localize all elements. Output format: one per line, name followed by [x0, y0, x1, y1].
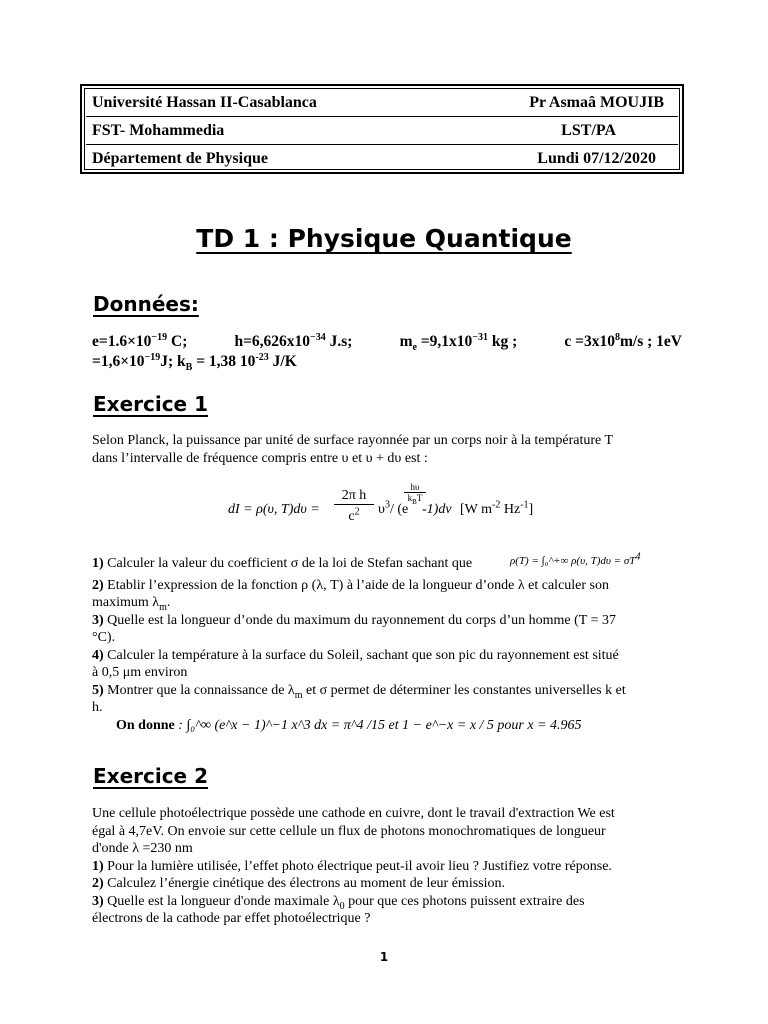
header-divider	[86, 144, 678, 145]
formula-rest: $\upsilon^3/$ (e	[378, 499, 409, 517]
exponent-fraction: hυ $k_BT$	[404, 482, 426, 503]
constants-line-2: $=1,6\times 10^{-19}J$; $k_B = 1,38$ $10^{-23}$ J/K	[92, 351, 297, 374]
constants-paragraph	[92, 332, 682, 372]
ex1-q1: 1) Calculer la valeur du coefficient σ de la loi de Stefan sachant que ρ(T) = ∫₀^+∞ ρ(υ, $T)d\upsilon = \sigma T^4$	[92, 551, 641, 571]
exercice-1-heading: Exercice 1	[93, 392, 208, 416]
ex2-q3: 3) Quelle est la longueur d'onde maximale $\lambda_0$ pour que ces photons puissent extraire des électrons de la cathode par effet photoélectrique ?	[92, 893, 585, 926]
ex2-q2: 2) Calculez l’énergie cinétique des électrons au moment de leur émission.	[92, 876, 505, 891]
header-row-1	[92, 89, 672, 117]
ex1-intro-line-2: dans l’intervalle de fréquence compris entre υ et υ + dυ est :	[92, 450, 428, 466]
page-title: TD 1 : Physique Quantique	[196, 224, 572, 253]
department-name: Département de Physique	[92, 150, 268, 167]
header-divider	[86, 116, 678, 117]
planck-formula	[228, 482, 628, 548]
formula-unit: [W $m^{-2}$ $Hz^{-1}$]	[460, 499, 534, 517]
fraction-numerator: 2π h	[334, 488, 374, 505]
ex1-q5: 5) Montrer que la connaissance de $\lambda_m$ et σ permet de déterminer les constantes universelles k et h.	[92, 682, 626, 715]
ex1-q2: 2) Etablir l’expression de la fonction ρ (λ, T) à l’aide de la longueur d’onde λ et calculer son maximum $\lambda_m$.	[92, 577, 609, 613]
stefan-formula: ρ(T) = ∫₀^+∞ ρ(υ, $T)d\upsilon = \sigma T^4$	[510, 551, 641, 567]
header-row-3	[92, 145, 672, 173]
date: Lundi 07/12/2020	[537, 150, 656, 167]
formula-fraction	[334, 488, 374, 525]
constants-line-1: $e=1.6\times 10^{-19}$ C; $h=6,626x10^{-34}$ J.s; $m_e =9,1x10^{-31}$ kg ; $c =3x10^8m/s$ ; 1eV	[92, 331, 682, 354]
exercice-2-heading: Exercice 2	[93, 764, 208, 788]
ex2-line-3: d'onde λ =230 nm	[92, 841, 193, 856]
faculty-name: FST- Mohammedia	[92, 122, 225, 139]
formula-lhs: dI = ρ(υ, T)dυ =	[228, 502, 320, 517]
ex1-q4: 4) Calculer la température à la surface du Soleil, sachant que son pic du rayonnement est situé à 0,5 μm environ	[92, 647, 619, 680]
formula-close: -1)dv	[422, 502, 452, 517]
on-donne-line: On donne : ∫₀^∞ (e^x − 1)^−1 x^3 dx = π^4 /15 et 1 − e^−x = x / 5 pour x = 4.965	[116, 718, 582, 733]
donnees-heading: Données:	[93, 292, 199, 316]
ex1-intro	[92, 432, 676, 467]
fraction-denominator: c	[348, 509, 355, 524]
page-number: 1	[379, 950, 389, 964]
fraction-den-exp: 2	[354, 506, 360, 518]
professor-name: Pr Asmaâ MOUJIB	[529, 94, 664, 111]
ex2-line-2: égal à 4,7eV. On envoie sur cette cellule un flux de photons monochromatiques de longueur	[92, 823, 606, 839]
ex1-q3: 3) Quelle est la longueur d’onde du maximum du rayonnement du corps d’un homme (T = 37 °C).	[92, 612, 616, 645]
program-name: LST/PA	[561, 122, 616, 139]
ex2-body	[92, 805, 676, 928]
ex1-intro-line-1: Selon Planck, la puissance par unité de surface rayonnée par un corps noir à la température T	[92, 433, 614, 448]
on-donne-formula: : ∫₀^∞ (e^x − 1)^−1 x^3 dx = π^4 /15 et 1 − e^−x = x / 5 pour x = 4.965	[178, 718, 582, 733]
header-row-2	[92, 117, 672, 145]
university-name: Université Hassan II-Casablanca	[92, 94, 317, 111]
ex1-questions	[92, 551, 676, 717]
ex2-line-1: Une cellule photoélectrique possède une cathode en cuivre, dont le travail d'extraction We est	[92, 806, 615, 821]
header-table	[80, 84, 684, 174]
ex2-q1: 1) Pour la lumière utilisée, l’effet photo électrique peut-il avoir lieu ? Justifiez votre réponse.	[92, 858, 612, 874]
